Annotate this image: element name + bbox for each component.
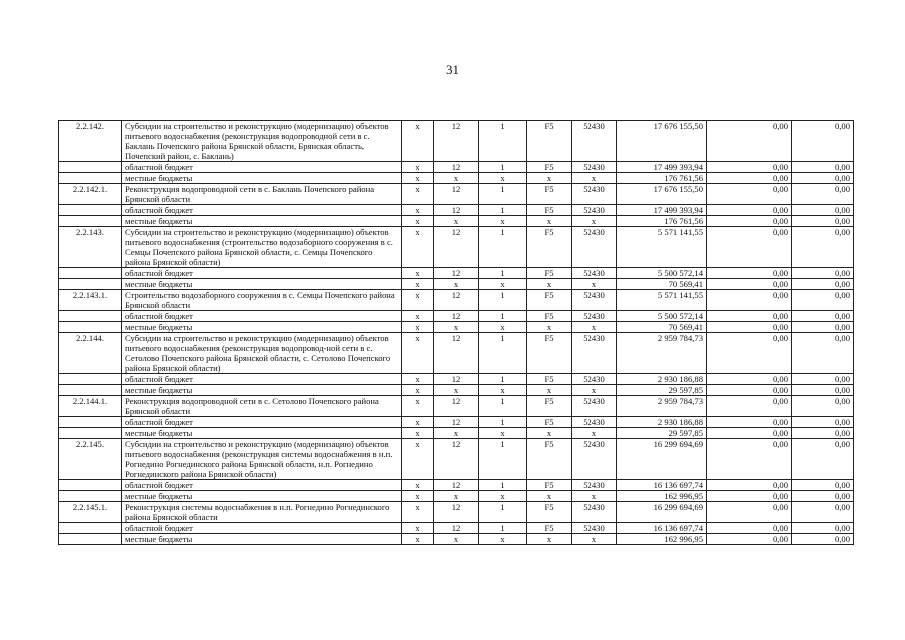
row-code — [59, 173, 122, 184]
row-c1: х — [402, 385, 434, 396]
row-c2: 12 — [434, 523, 479, 534]
row-name: Субсидии на строительство и реконструкцию (модернизацию) объектов питьевого водоснабжения (строительство водозаборного сооружения в с. Семцы Почепского района Брянской области, с. Семцы Почепского района Брянской области) — [122, 227, 402, 268]
row-c4: F5 — [527, 439, 572, 480]
row-name: областной бюджет — [122, 205, 402, 216]
row-value-3: 0,00 — [792, 396, 854, 417]
row-name: местные бюджеты — [122, 491, 402, 502]
row-c5: х — [572, 428, 617, 439]
row-code — [59, 417, 122, 428]
row-name: областной бюджет — [122, 417, 402, 428]
row-c4: F5 — [527, 311, 572, 322]
row-c2: 12 — [434, 290, 479, 311]
row-value-2: 0,00 — [707, 333, 792, 374]
row-code: 2.2.144. — [59, 333, 122, 374]
row-c2: 12 — [434, 311, 479, 322]
row-value-2: 0,00 — [707, 428, 792, 439]
row-value-2: 0,00 — [707, 502, 792, 523]
row-c5: х — [572, 385, 617, 396]
row-c5: х — [572, 173, 617, 184]
row-c3: х — [479, 322, 527, 333]
row-code — [59, 428, 122, 439]
row-name: Реконструкция водопроводной сети в с. Баклань Почепского района Брянской области — [122, 184, 402, 205]
row-c3: 1 — [479, 502, 527, 523]
row-c3: х — [479, 173, 527, 184]
row-value-2: 0,00 — [707, 268, 792, 279]
row-code — [59, 162, 122, 173]
row-value-2: 0,00 — [707, 385, 792, 396]
row-value-3: 0,00 — [792, 290, 854, 311]
row-c2: х — [434, 173, 479, 184]
row-value-2: 0,00 — [707, 491, 792, 502]
row-c1: х — [402, 162, 434, 173]
row-name: местные бюджеты — [122, 534, 402, 545]
row-amount: 17 499 393,94 — [617, 162, 707, 173]
row-value-2: 0,00 — [707, 290, 792, 311]
row-value-3: 0,00 — [792, 534, 854, 545]
row-value-2: 0,00 — [707, 162, 792, 173]
row-value-3: 0,00 — [792, 311, 854, 322]
row-amount: 2 930 186,88 — [617, 417, 707, 428]
row-amount: 16 136 697,74 — [617, 523, 707, 534]
budget-table — [58, 120, 854, 545]
row-value-3: 0,00 — [792, 374, 854, 385]
row-c4: F5 — [527, 268, 572, 279]
row-c2: 12 — [434, 417, 479, 428]
row-code: 2.2.143.1. — [59, 290, 122, 311]
row-value-2: 0,00 — [707, 374, 792, 385]
row-c5: 52430 — [572, 184, 617, 205]
row-c4: х — [527, 216, 572, 227]
row-value-2: 0,00 — [707, 184, 792, 205]
row-amount: 17 676 155,50 — [617, 184, 707, 205]
table-row — [59, 523, 854, 534]
row-c2: х — [434, 322, 479, 333]
row-c2: 12 — [434, 227, 479, 268]
table-row — [59, 374, 854, 385]
row-value-3: 0,00 — [792, 268, 854, 279]
row-c2: 12 — [434, 162, 479, 173]
row-value-3: 0,00 — [792, 121, 854, 162]
row-value-2: 0,00 — [707, 534, 792, 545]
row-c5: 52430 — [572, 439, 617, 480]
row-name: местные бюджеты — [122, 322, 402, 333]
row-amount: 162 996,95 — [617, 491, 707, 502]
row-value-3: 0,00 — [792, 279, 854, 290]
row-c4: х — [527, 534, 572, 545]
row-c4: х — [527, 173, 572, 184]
row-amount: 29 597,85 — [617, 428, 707, 439]
row-c5: 52430 — [572, 162, 617, 173]
row-c4: F5 — [527, 290, 572, 311]
row-value-2: 0,00 — [707, 173, 792, 184]
row-c2: 12 — [434, 333, 479, 374]
row-name: Строительство водозаборного сооружения в с. Семцы Почепского района Брянской области — [122, 290, 402, 311]
row-c1: х — [402, 523, 434, 534]
row-name: Субсидии на строительство и реконструкцию (модернизацию) объектов питьевого водоснабжения (реконструкция системы водоснабжения в н.п. Рогнедино Рогнединского района Брянской области, н.п. Рогнедино Рогнединского района Брянской области) — [122, 439, 402, 480]
row-c2: 12 — [434, 205, 479, 216]
row-c4: х — [527, 279, 572, 290]
row-c4: х — [527, 428, 572, 439]
table-row — [59, 162, 854, 173]
row-value-2: 0,00 — [707, 396, 792, 417]
table-row — [59, 205, 854, 216]
row-c3: х — [479, 279, 527, 290]
table-row — [59, 502, 854, 523]
row-code: 2.2.142. — [59, 121, 122, 162]
table-row — [59, 417, 854, 428]
row-name: Реконструкция водопроводной сети в с. Сетолово Почепского района Брянской области — [122, 396, 402, 417]
row-c5: х — [572, 322, 617, 333]
row-value-2: 0,00 — [707, 523, 792, 534]
row-value-3: 0,00 — [792, 333, 854, 374]
row-amount: 5 571 141,55 — [617, 290, 707, 311]
row-c2: 12 — [434, 480, 479, 491]
row-c5: 52430 — [572, 396, 617, 417]
row-value-3: 0,00 — [792, 184, 854, 205]
row-c1: х — [402, 428, 434, 439]
row-amount: 17 676 155,50 — [617, 121, 707, 162]
row-code — [59, 480, 122, 491]
row-c1: х — [402, 480, 434, 491]
row-c3: 1 — [479, 333, 527, 374]
row-value-2: 0,00 — [707, 227, 792, 268]
row-c2: 12 — [434, 502, 479, 523]
row-c2: х — [434, 216, 479, 227]
row-c4: F5 — [527, 502, 572, 523]
row-value-3: 0,00 — [792, 480, 854, 491]
row-c3: 1 — [479, 439, 527, 480]
row-c1: х — [402, 417, 434, 428]
row-c4: F5 — [527, 417, 572, 428]
table-row — [59, 279, 854, 290]
row-value-3: 0,00 — [792, 417, 854, 428]
row-c5: 52430 — [572, 480, 617, 491]
row-amount: 16 299 694,69 — [617, 439, 707, 480]
row-c4: F5 — [527, 227, 572, 268]
row-name: Реконструкция системы водоснабжения в н.п. Рогнедино Рогнединского района Брянской области — [122, 502, 402, 523]
table-row — [59, 184, 854, 205]
row-code: 2.2.144.1. — [59, 396, 122, 417]
row-code — [59, 279, 122, 290]
row-c2: 12 — [434, 374, 479, 385]
row-c3: 1 — [479, 162, 527, 173]
row-c1: х — [402, 216, 434, 227]
row-c5: 52430 — [572, 333, 617, 374]
row-c3: х — [479, 428, 527, 439]
page-number: 31 — [446, 62, 459, 77]
table-body — [59, 121, 854, 545]
row-value-3: 0,00 — [792, 502, 854, 523]
row-c2: х — [434, 534, 479, 545]
table-row — [59, 216, 854, 227]
row-c1: х — [402, 439, 434, 480]
row-c4: х — [527, 491, 572, 502]
row-code — [59, 523, 122, 534]
row-value-3: 0,00 — [792, 491, 854, 502]
row-c3: х — [479, 385, 527, 396]
row-c1: х — [402, 311, 434, 322]
table-row — [59, 385, 854, 396]
row-c3: 1 — [479, 290, 527, 311]
table-row — [59, 121, 854, 162]
row-name: областной бюджет — [122, 268, 402, 279]
row-c2: х — [434, 491, 479, 502]
row-code: 2.2.145.1. — [59, 502, 122, 523]
row-c1: х — [402, 279, 434, 290]
row-code — [59, 205, 122, 216]
row-c3: 1 — [479, 396, 527, 417]
row-value-3: 0,00 — [792, 205, 854, 216]
row-c5: 52430 — [572, 311, 617, 322]
row-c5: 52430 — [572, 227, 617, 268]
row-c1: х — [402, 491, 434, 502]
row-c3: х — [479, 216, 527, 227]
row-amount: 176 761,56 — [617, 216, 707, 227]
table-row — [59, 173, 854, 184]
row-value-3: 0,00 — [792, 523, 854, 534]
row-value-3: 0,00 — [792, 428, 854, 439]
row-name: местные бюджеты — [122, 173, 402, 184]
row-c5: 52430 — [572, 290, 617, 311]
row-c1: х — [402, 374, 434, 385]
table-row — [59, 534, 854, 545]
row-code: 2.2.143. — [59, 227, 122, 268]
row-c4: F5 — [527, 205, 572, 216]
row-name: Субсидии на строительство и реконструкцию (модернизацию) объектов питьевого водоснабжения (реконструкция водопроводной сети в с. Баклань Почепского района Брянской области, Брянская область, Почепский район, с. Баклань) — [122, 121, 402, 162]
row-value-2: 0,00 — [707, 322, 792, 333]
row-c5: 52430 — [572, 523, 617, 534]
table-row — [59, 311, 854, 322]
row-c4: F5 — [527, 374, 572, 385]
row-c3: х — [479, 491, 527, 502]
row-value-3: 0,00 — [792, 173, 854, 184]
row-value-3: 0,00 — [792, 216, 854, 227]
row-c4: х — [527, 322, 572, 333]
row-value-2: 0,00 — [707, 480, 792, 491]
row-code: 2.2.145. — [59, 439, 122, 480]
row-c1: х — [402, 121, 434, 162]
row-c5: 52430 — [572, 121, 617, 162]
row-amount: 176 761,56 — [617, 173, 707, 184]
row-value-2: 0,00 — [707, 216, 792, 227]
row-c1: х — [402, 322, 434, 333]
row-c2: 12 — [434, 396, 479, 417]
row-name: областной бюджет — [122, 374, 402, 385]
row-c3: 1 — [479, 205, 527, 216]
row-amount: 2 959 784,73 — [617, 396, 707, 417]
row-c5: 52430 — [572, 502, 617, 523]
table-row — [59, 322, 854, 333]
table-row — [59, 268, 854, 279]
row-code — [59, 268, 122, 279]
row-c5: 52430 — [572, 205, 617, 216]
table-row — [59, 439, 854, 480]
row-value-3: 0,00 — [792, 227, 854, 268]
row-c4: х — [527, 385, 572, 396]
row-c2: 12 — [434, 439, 479, 480]
row-value-2: 0,00 — [707, 439, 792, 480]
row-c5: 52430 — [572, 268, 617, 279]
row-c4: F5 — [527, 396, 572, 417]
row-c2: х — [434, 279, 479, 290]
row-c5: 52430 — [572, 374, 617, 385]
row-amount: 70 569,41 — [617, 279, 707, 290]
row-c3: 1 — [479, 480, 527, 491]
row-value-3: 0,00 — [792, 322, 854, 333]
row-amount: 2 930 186,88 — [617, 374, 707, 385]
row-c2: х — [434, 428, 479, 439]
row-code: 2.2.142.1. — [59, 184, 122, 205]
row-value-3: 0,00 — [792, 385, 854, 396]
row-amount: 5 500 572,14 — [617, 268, 707, 279]
row-name: местные бюджеты — [122, 216, 402, 227]
row-amount: 5 500 572,14 — [617, 311, 707, 322]
row-c1: х — [402, 227, 434, 268]
row-c4: F5 — [527, 184, 572, 205]
row-name: областной бюджет — [122, 480, 402, 491]
row-c5: х — [572, 216, 617, 227]
row-name: областной бюджет — [122, 162, 402, 173]
row-code — [59, 322, 122, 333]
row-c5: х — [572, 279, 617, 290]
table-row — [59, 396, 854, 417]
row-amount: 70 569,41 — [617, 322, 707, 333]
row-amount: 162 996,95 — [617, 534, 707, 545]
row-c1: х — [402, 502, 434, 523]
row-c3: 1 — [479, 374, 527, 385]
row-code — [59, 385, 122, 396]
row-c4: F5 — [527, 480, 572, 491]
row-code — [59, 311, 122, 322]
row-c1: х — [402, 534, 434, 545]
table-row — [59, 428, 854, 439]
table-row — [59, 333, 854, 374]
table-row — [59, 290, 854, 311]
row-c5: 52430 — [572, 417, 617, 428]
row-c1: х — [402, 268, 434, 279]
row-c4: F5 — [527, 162, 572, 173]
row-value-2: 0,00 — [707, 311, 792, 322]
row-code — [59, 534, 122, 545]
row-c2: 12 — [434, 268, 479, 279]
row-c2: 12 — [434, 121, 479, 162]
row-code — [59, 491, 122, 502]
row-c3: 1 — [479, 268, 527, 279]
row-value-2: 0,00 — [707, 205, 792, 216]
row-c4: F5 — [527, 333, 572, 374]
row-c1: х — [402, 205, 434, 216]
row-c1: х — [402, 396, 434, 417]
row-c4: F5 — [527, 121, 572, 162]
row-c4: F5 — [527, 523, 572, 534]
row-c2: х — [434, 385, 479, 396]
row-c5: х — [572, 534, 617, 545]
row-c1: х — [402, 333, 434, 374]
row-amount: 2 959 784,73 — [617, 333, 707, 374]
row-c3: 1 — [479, 523, 527, 534]
row-name: областной бюджет — [122, 311, 402, 322]
row-c3: 1 — [479, 227, 527, 268]
row-value-3: 0,00 — [792, 439, 854, 480]
table-row — [59, 480, 854, 491]
table-row — [59, 227, 854, 268]
row-value-2: 0,00 — [707, 279, 792, 290]
row-name: местные бюджеты — [122, 385, 402, 396]
row-c1: х — [402, 184, 434, 205]
row-name: местные бюджеты — [122, 428, 402, 439]
row-code — [59, 374, 122, 385]
row-c3: 1 — [479, 311, 527, 322]
row-value-2: 0,00 — [707, 417, 792, 428]
row-name: местные бюджеты — [122, 279, 402, 290]
row-amount: 29 597,85 — [617, 385, 707, 396]
row-c1: х — [402, 290, 434, 311]
row-amount: 16 299 694,69 — [617, 502, 707, 523]
row-c5: х — [572, 491, 617, 502]
row-name: Субсидии на строительство и реконструкцию (модернизацию) объектов питьевого водоснабжения (реконструкция водопровод-ной сети в с. Сетолово Почепского района Брянской области, с. Сетолово Почепского района Брянской области) — [122, 333, 402, 374]
row-amount: 17 499 393,94 — [617, 205, 707, 216]
row-value-3: 0,00 — [792, 162, 854, 173]
table-row — [59, 491, 854, 502]
row-amount: 16 136 697,74 — [617, 480, 707, 491]
row-c3: 1 — [479, 417, 527, 428]
row-c3: х — [479, 534, 527, 545]
row-amount: 5 571 141,55 — [617, 227, 707, 268]
row-c1: х — [402, 173, 434, 184]
row-value-2: 0,00 — [707, 121, 792, 162]
row-c3: 1 — [479, 121, 527, 162]
row-name: областной бюджет — [122, 523, 402, 534]
row-c2: 12 — [434, 184, 479, 205]
row-code — [59, 216, 122, 227]
row-c3: 1 — [479, 184, 527, 205]
